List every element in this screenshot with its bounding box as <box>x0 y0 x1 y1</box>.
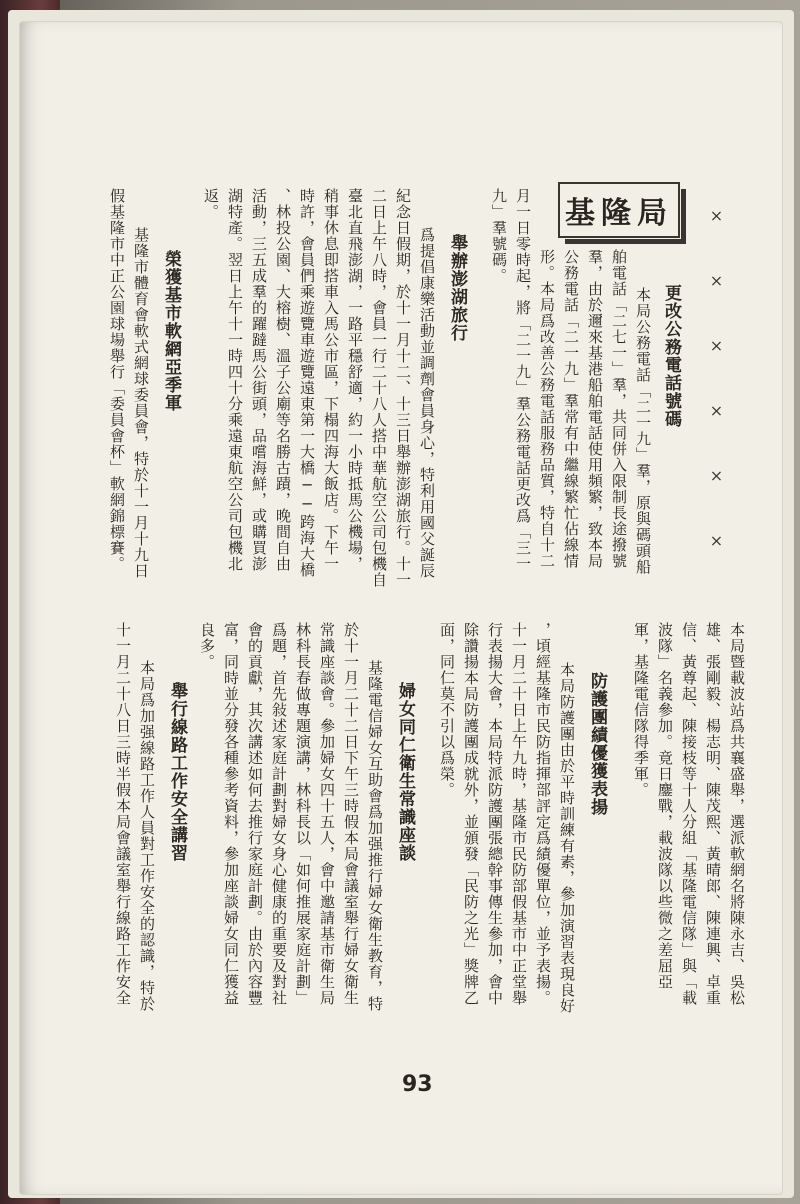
women-article-line: 會的貢獻，其次講述如何去推行家庭計劃。由於內容豐 <box>246 622 264 1006</box>
tennis-cont-line: 雄、張剛毅、楊志明、陳茂熙、黃晴郎、陳連興、卓重 <box>704 622 722 1006</box>
defense-article-line: 十一月二十日上午九時，基隆市民防部假基市中正堂舉 <box>510 622 528 1006</box>
defense-article-heading: 防護團績優獲表揚 <box>587 672 607 816</box>
safety-article-heading: 舉行線路工作安全講習 <box>167 682 187 862</box>
tour-article-line: 稍事休息即搭車入馬公市區，下榻四海大飯店。下午一 <box>322 188 340 572</box>
phone-article-line: 羣，由於邇來基港船舶電話使用頻繁，致本局 <box>586 249 604 569</box>
women-article-heading: 婦女同仁衛生常識座談 <box>395 682 415 862</box>
tour-article-line: 活動，三五成羣的躍躂馬公街頭，品嚐海鮮，或購買澎 <box>250 188 268 572</box>
tour-article-line: 紀念日假期，於十一月十二、十三日舉辦澎湖旅行。十一 <box>394 188 412 588</box>
defense-article-line: 本局防護團由於平時訓練有素，參加演習表現良好 <box>558 662 576 1014</box>
safety-article-line: 十一月二十八日三時半假本局會議室舉行線路工作安全 <box>114 622 132 1006</box>
tour-article-line: 、林投公園、大榕樹、溫子公廟等名勝古蹟，晚間自由 <box>274 188 292 572</box>
phone-article-line: 月一日零時起，將「二一九」羣公務電話更改爲「三一 <box>514 188 532 572</box>
tour-article-line: 時許，會員們乘遊覽車遊覽遠東第一大橋──跨海大橋 <box>298 188 316 578</box>
women-article-line: 良多。 <box>198 622 216 670</box>
softball-article-heading: 榮獲基市軟網亞季軍 <box>161 250 181 412</box>
tennis-cont-line: 軍，基隆電信隊得季軍。 <box>632 622 650 798</box>
tour-article-line: 臺北直飛澎湖，一路平穩舒適，約一小時抵馬公機場， <box>346 188 364 572</box>
tour-article-line: 返。 <box>202 188 220 220</box>
section-title: 基隆局 <box>565 196 673 231</box>
phone-article-line: 舶電話「二七一」羣，共同併入限制長途撥號 <box>610 249 628 569</box>
defense-article-line: ，頃經基隆市民防指揮部評定爲績優單位，並予表揚。 <box>534 622 552 1006</box>
softball-article-line: 基隆市體育會軟式網球委員會，特於十一月十九日 <box>132 227 150 579</box>
book-page <box>20 22 782 1194</box>
safety-article-line: 本局爲加强線路工作人員對工作安全的認識，特於 <box>138 660 156 1012</box>
women-article-line: 林科長春做專題演講，林科長以「如何推展家庭計劃」 <box>294 622 312 1006</box>
section-title-box <box>558 182 680 238</box>
defense-article-line: 行表揚大會，本局特派防護團張總幹事傳生參加，會中 <box>486 622 504 1006</box>
women-article-line: 於十一月二十二日下午三時假本局會議室舉行婦女衛生 <box>342 622 360 1006</box>
tour-article-line: 二日上午八時，會員一行二十八人搭中華航空公司包機自 <box>370 188 388 588</box>
phone-article-line: 本局公務電話「二一九」羣，原與碼頭船 <box>634 287 652 575</box>
defense-article-line: 面，同仁莫不引以爲榮。 <box>438 622 456 798</box>
page-number: 93 <box>402 1072 433 1097</box>
softball-article-line: 假基隆市中正公園球場舉行「委員會杯」軟網錦標賽。 <box>108 188 126 572</box>
phone-article-line: 公務電話「二一九」羣常有中繼線繁忙佔線情 <box>562 249 580 569</box>
tour-article-line: 爲提倡康樂活動並調劑會員身心，特利用國父誕辰 <box>418 227 436 579</box>
phone-article-line: 九」羣號碼。 <box>490 188 508 284</box>
tour-article-heading: 舉辦澎湖旅行 <box>447 234 467 342</box>
defense-article-line: 除讚揚本局防護團成就外，並頒發「民防之光」獎牌乙 <box>462 622 480 1006</box>
tennis-cont-line: 信、黃尊起、陳接枝等十人分組「基隆電信隊」與「載 <box>680 622 698 1006</box>
cross-decoration: ×××××× <box>707 206 726 596</box>
phone-article-line: 形。本局爲改善公務電話服務品質，特自十二 <box>538 249 556 569</box>
women-article-line: 常識座談會。參加婦女四十五人，會中邀請基市衛生局 <box>318 622 336 1006</box>
women-article-line: 富，同時並分發各種參考資料，參加座談婦女同仁獲益 <box>222 622 240 1006</box>
tennis-cont-line: 本局暨載波站爲共襄盛舉，選派軟網名將陳永吉、吳松 <box>728 622 746 1006</box>
tennis-cont-line: 波隊」名義參加。竟日鏖戰，載波隊以些微之差屈亞 <box>656 622 674 990</box>
women-article-line: 基隆電信婦女互助會爲加强推行婦女衛生教育，特 <box>366 660 384 1012</box>
tour-article-line: 湖特產。翌日上午十一時四十分乘遠東航空公司包機北 <box>226 188 244 572</box>
women-article-line: 爲題，首先敍述家庭計劃對婦女身心健康的重要及對社 <box>270 622 288 1006</box>
phone-article-heading: 更改公務電話號碼 <box>661 284 681 428</box>
